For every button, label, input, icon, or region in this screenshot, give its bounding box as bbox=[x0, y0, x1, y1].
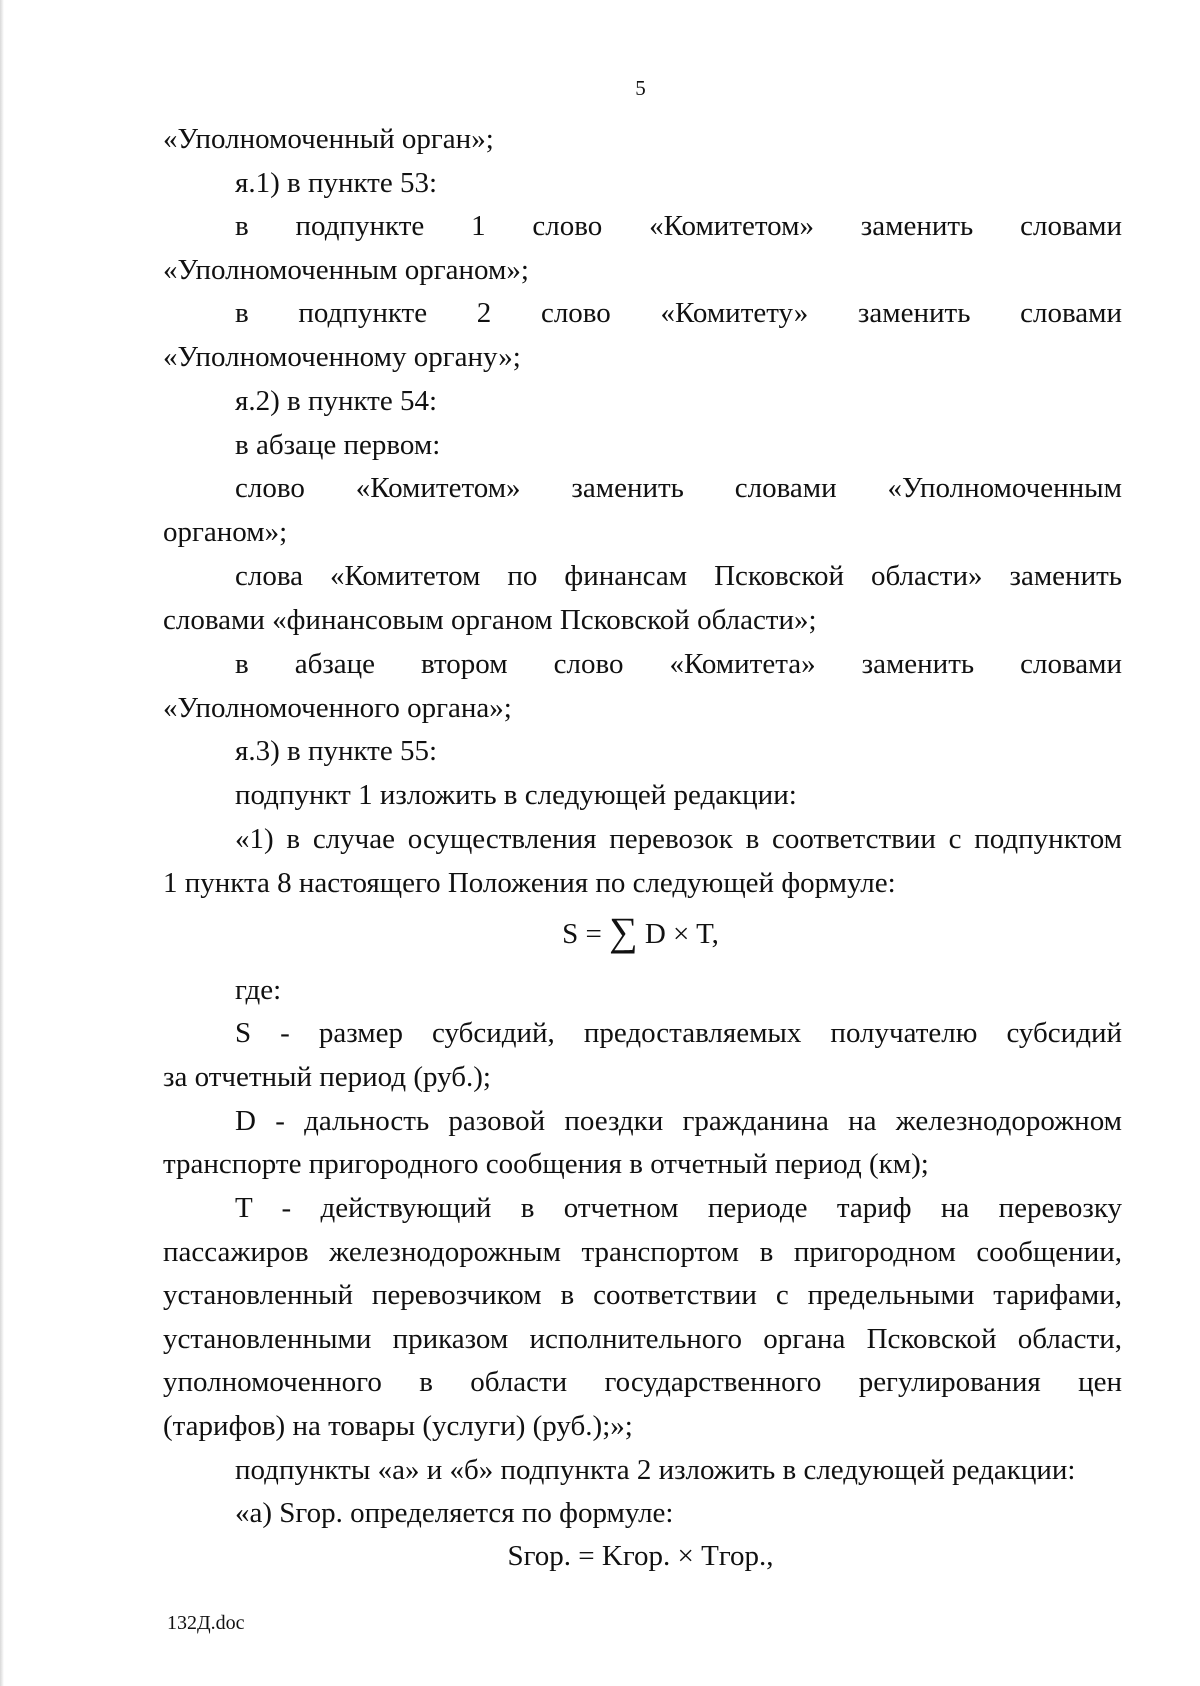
text-line: (тарифов) на товары (услуги) (руб.);»; bbox=[163, 1410, 633, 1442]
text-line: слово «Комитетом» заменить словами «Уполномоченным bbox=[235, 472, 1122, 504]
text-line: в абзаце первом: bbox=[235, 429, 441, 461]
text-line: T - действующий в отчетном периоде тариф на перевозку bbox=[235, 1192, 1122, 1224]
text-line: я.1) в пункте 53: bbox=[235, 167, 438, 199]
text-line: пассажиров железнодорожным транспортом в пригородном сообщении, bbox=[163, 1236, 1122, 1268]
scan-edge bbox=[0, 0, 4, 1686]
text-line: уполномоченного в области государственного регулирования цен bbox=[163, 1366, 1122, 1398]
page-number: 5 bbox=[635, 76, 646, 100]
tariff-formula: Sгор. = Kгор. × Tгор., bbox=[507, 1540, 774, 1572]
sum-formula bbox=[0, 908, 1200, 956]
text-line: S - размер субсидий, предоставляемых получателю субсидий bbox=[235, 1017, 1122, 1049]
text-line: транспорте пригородного сообщения в отчетный период (км); bbox=[163, 1148, 929, 1180]
text-line: где: bbox=[235, 974, 282, 1006]
sigma-symbol: ∑ bbox=[609, 909, 638, 954]
text-line: в абзаце втором слово «Комитета» заменить словами bbox=[235, 648, 1122, 680]
text-line: подпункты «а» и «б» подпункта 2 изложить в следующей редакции: bbox=[235, 1454, 1076, 1486]
text-line: в подпункте 1 слово «Комитетом» заменить словами bbox=[235, 210, 1122, 242]
text-line: я.3) в пункте 55: bbox=[235, 735, 438, 767]
text-line: органом»; bbox=[163, 516, 288, 548]
text-line: подпункт 1 изложить в следующей редакции: bbox=[235, 779, 797, 811]
text-line: «Уполномоченный орган»; bbox=[163, 123, 494, 155]
text-line: установленный перевозчиком в соответствии с предельными тарифами, bbox=[163, 1279, 1122, 1311]
text-line: установленными приказом исполнительного органа Псковской области, bbox=[163, 1323, 1122, 1355]
text-line: «Уполномоченному органу»; bbox=[163, 341, 521, 373]
text-line: 1 пункта 8 настоящего Положения по следующей формуле: bbox=[163, 867, 896, 899]
text-line: D - дальность разовой поездки гражданина на железнодорожном bbox=[235, 1105, 1122, 1137]
formula-rhs: D × T, bbox=[644, 918, 719, 950]
text-line: «1) в случае осуществления перевозок в соответствии с подпунктом bbox=[235, 823, 1122, 855]
text-line: «а) Sгор. определяется по формуле: bbox=[235, 1497, 674, 1529]
text-line: «Уполномоченным органом»; bbox=[163, 254, 529, 286]
text-line: «Уполномоченного органа»; bbox=[163, 692, 512, 724]
text-line: слова «Комитетом по финансам Псковской области» заменить bbox=[235, 560, 1122, 592]
text-line: за отчетный период (руб.); bbox=[163, 1061, 491, 1093]
text-line: словами «финансовым органом Псковской области»; bbox=[163, 604, 817, 636]
text-line: в подпункте 2 слово «Комитету» заменить словами bbox=[235, 297, 1122, 329]
formula-lhs: S = bbox=[562, 918, 602, 950]
file-name-footer: 132Д.doc bbox=[167, 1612, 245, 1634]
text-line: я.2) в пункте 54: bbox=[235, 385, 438, 417]
